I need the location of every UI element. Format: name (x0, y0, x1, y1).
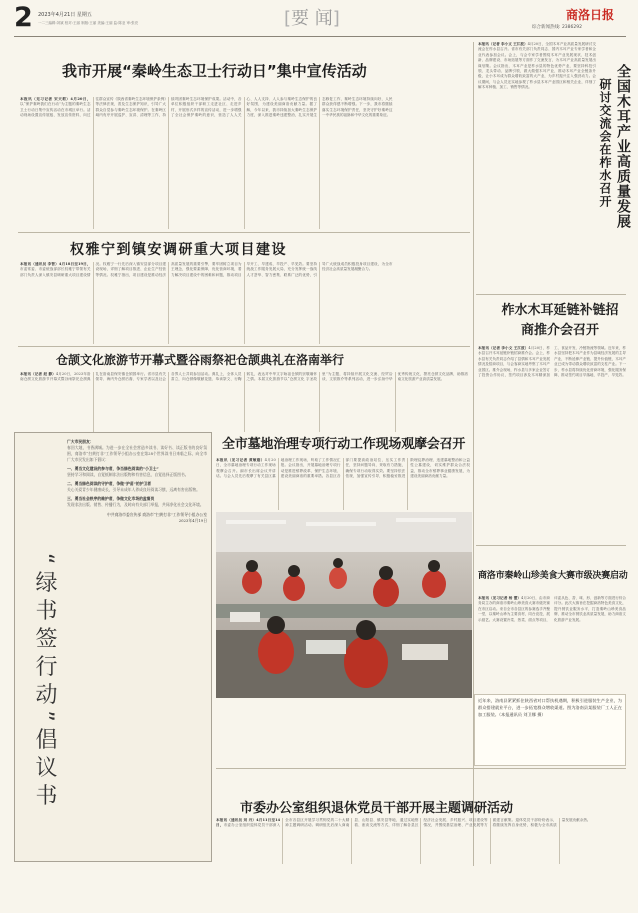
section-label: [要 闻] (284, 8, 340, 29)
divider (216, 768, 626, 769)
right-top-headline-2: 研讨交流会在柞水召开 (598, 78, 612, 208)
right-bottom-byline: 本报讯（见习记者 杨 蕾） (478, 596, 522, 600)
proposal-box (14, 432, 212, 862)
proposal-section-1-heading: 一、勇当文化建设的参与者，争当绿色阅读的“小卫士” (67, 466, 159, 471)
right-mid-headline: 柞水木耳延链补链招商推介会召开 (501, 303, 619, 338)
page-header (0, 0, 638, 38)
right-bottom-body (478, 596, 626, 690)
article-3-body-text: 4月20日，2023年洛南仓颉文化旅游节开幕式暨谷雨祭祀仓颉典礼在洛南县保安镇仓颉园举行。省市县有关领导、海内外仓颉后裔、专家学者以及社会各界人士共同参加活动。典礼上，全体人员肃立，向仓颉像敬献花篮、恭读祭文、行鞠躬礼，表达对中华文字始祖仓颉的崇敬缅怀之情。本届文化旅游节以“仓颉文化 字圣故里”为主题，将持续开展文化交流、经贸洽谈、文旅推介等系列活动，进一步弘扬中华优秀传统文化，擦亮仓颉文化品牌，助推洛南文化旅游产业高质量发展。 (20, 372, 468, 382)
right-bottom-headline: 商洛市秦岭山珍美食大赛市级决赛启动 (478, 571, 628, 581)
lead-article-text (20, 97, 468, 229)
right-bottom-body-text: 4月20日，由市商务局主办的商洛市秦岭山珍美食大赛市级决赛在市区启动。来自全市各县区的参赛选手齐聚一堂，以秦岭山珍为主要食材，同台竞技，展示厨艺。大赛设置冷菜、热菜、面点等项目，评委从色、香、味、形、创新等方面进行综合评分。此次大赛旨在挖掘商洛特色美食文化，提升餐饮业服务水平，打造秦岭山珍美食品牌，推动全市餐饮业高质量发展，助力商洛文化旅游产业发展。 (478, 596, 626, 622)
article-5-byline: 本报讯（通讯员 刘 丹）4月11日至14日， (216, 818, 281, 828)
lead-body: 以“保护秦岭我们在行动”为主题的秦岭生态卫士行动日集中宣传活动在市城区举行。活动现场设置宣传展板、发放宣传资料，向过往群众宣传《陕西省秦岭生态环境保护条例》等法律法规，普及生态保护知识，引导广大群众自觉参与秦岭生态环境保护。在秦岭区域内有序开展巡护、宣讲、清理等工作，持续巩固秦岭生态环境保护成果。活动中，各单位积极组织干部职工走进社区、走进乡村，开展形式多样的宣传活动，进一步增强了全社会保护秦岭的意识，营造了人人关心、人人支持、人人参与秦岭生态保护的良好氛围，为建设美丽商洛贡献力量。据了解，今年以来，我市持续加大秦岭生态保护力度，深入推进秦岭违建整治，扎实开展生态修复工作，秦岭生态环境持续向好，人民群众获得感不断增强。下一步，我市将继续落实生态环境保护责任，坚决守护好秦岭这一中华民族的祖脉和中华文化的重要象征。 (20, 97, 393, 118)
news-photo (216, 512, 472, 698)
section-name: 要 闻 (291, 8, 333, 29)
article-3-headline: 仓颉文化旅游节开幕式暨谷雨祭祀仓颉典礼在洛南举行 (56, 353, 345, 367)
right-mid-byline: 本报讯（记者 李小文 王江波） (478, 346, 529, 350)
right-top-body (478, 42, 596, 282)
article-5-headline: 市委办公室组织退休党员干部开展主题调研活动 (240, 801, 514, 816)
article-4-byline: 本报讯（见习记者 黄敏刚） (216, 458, 265, 462)
proposal-date: 2023年4月19日 (178, 518, 207, 523)
proposal-section-2-heading: 二、勇当绿色阅读的守护者，争做“护苗”的护卫者 (67, 481, 152, 486)
header-rule (14, 36, 626, 37)
article-2-body-text: 市委常委、市委统战部部长权雅宁带领有关部门负责人深入镇安县调研重大项目建设情况。权雅宁一行先后深入镇安县部分项目建设现场，详细了解项目推进、企业生产经营等情况。权雅宁指出，项目建设是推动经济高质量发展的重要引擎，要牢固树立项目为王理念，强化要素保障，优化营商环境，着力解决项目建设中的困难和问题，推动项目早开工、早建成、早投产、早见效。要坚持统战工作服务发展大局，充分发挥统一战线人才荟萃、智力密集、联系广泛的优势，引导广大统战成员积极投身项目建设，为全市经济社会高质量发展凝聚合力。 (20, 262, 393, 277)
garment-factory-photo (216, 512, 472, 698)
masthead-logo: 商洛日报 (566, 8, 615, 22)
article-5-body-text: 市委办公室组织退休党员干部深入全市各县区开展学习贯彻党的二十大精神主题调研活动。调研组先后深入商南县、山阳县、镇安县等地，通过实地察看、座谈交流等方式，详细了解各县区经济社会发展、乡村振兴、项目建设等情况，并围绕基层治理、产业发展等方面建言献策。退休党员干部纷纷表示，将继续发挥自身优势，积极为全市高质量发展贡献余热。 (223, 818, 591, 828)
article-4-body-text: 4月20日，全市墓地治理专项行动工作现场观摩会召开。副市长出席会议并讲话。与会人员先后观摩了有关县区墓地治理工作现场，听取了工作情况汇报。会议指出，开展墓地治理专项行动是推进殡葬改革、保护生态环境、建设美丽商洛的重要举措。各县区各部门要提高政治站位，压实工作责任，坚持问题导向，采取有力措施，确保专项行动取得实效。要坚持依法依规，加强宣传引导，积极稳妥推进散埋乱葬治理、违建墓地整治和公益性公墓建设，切实维护群众合法权益，推动全市殡葬事业健康发展，为建设美丽商洛贡献力量。 (216, 458, 470, 479)
lead-article-body (20, 97, 468, 229)
right-top-byline: 本报讯（记者 李小文 王江波） (478, 42, 528, 46)
right-top-body-text: 4月20日，全国木耳产业高质量发展研讨交流会在柞水县召开。省市有关部门负责同志、国内木耳产业专家学者和企业代表参加会议。会上，与会专家学者围绕木耳产业发展现状、技术创新、品牌建设、市场拓展等方面作了交流发言，为木耳产业高质量发展出谋划策。会议指出，木耳产业是柞水县的特色优势产业，要坚持科技引领、龙头带动、品牌引领，做大做强木耳产业，推动木耳产业全链条升级，让小木耳成为群众增收致富的大产业，为乡村振兴注入强劲动力。会议期间，与会人员还实地参观了柞水县木耳产业园区和相关企业，详细了解木耳种植、加工、销售等情况。 (478, 42, 596, 90)
right-bottom-text (478, 596, 626, 690)
article-4-text (216, 458, 470, 510)
proposal-section-2-text: 关心关爱青少年健康成长，引导未成年人养成良好阅读习惯，远离有害出版物。 (67, 487, 200, 492)
page-number: 2 (14, 2, 33, 33)
article-4-body (216, 458, 470, 510)
divider (18, 232, 470, 233)
right-top-text (478, 42, 596, 282)
lead-headline: 我市开展“秦岭生态卫士行动日”集中宣传活动 (62, 62, 367, 80)
proposal-text (67, 439, 207, 524)
article-4-headline: 全市墓地治理专项行动工作现场观摩会召开 (222, 437, 466, 452)
article-2-headline: 权雅宁到镇安调研重大项目建设 (70, 242, 287, 258)
article-2-byline: 本报讯（通讯员 李智）4月18日至19日， (20, 262, 91, 266)
article-2-body (20, 262, 468, 344)
proposal-intro: 春回大地，书香满城。为进一步在全社会营造多读书、读好书、读正版书的良好氛围，商洛市“扫黄打非”工作领导小组办公室在第28个世界读书日来临之际，向全市广大市民发出如下倡议： (67, 445, 207, 462)
right-top-headline-1: 全国木耳产业高质量发展 (615, 64, 631, 229)
proposal-signature: 中共商洛市委宣传部 商洛市“扫黄打非”工作领导小组办公室 (106, 512, 207, 517)
article-3-text (20, 372, 468, 432)
right-mid-body (478, 346, 626, 542)
news-hotline: 综合新闻热线: 2386292 (532, 25, 582, 30)
proposal-section-1-text: 坚持学习和阅读，自觉抵制非法出版物和有害信息，自觉选择正版图书。 (67, 472, 189, 477)
divider (18, 346, 470, 347)
article-3-body (20, 372, 468, 432)
article-2-text (20, 262, 468, 344)
divider (476, 545, 626, 546)
right-mid-text (478, 346, 626, 542)
photo-caption-box (474, 694, 626, 766)
photo-caption: 近年来，洛南县紧紧抓住陕西省对口帮扶机遇期，积极引进服装生产企业，为群众搭建就业平台，进一步拓宽群众增收渠道。图为洛南县某服装厂工人正在加工服装。（本报通讯员 刘卫娜 摄） (478, 698, 622, 717)
lead-byline: 本报讯（见习记者 宋天莉）4月20日， (20, 97, 91, 101)
proposal-salutation: 广大市民朋友： (67, 439, 94, 444)
proposal-content (67, 439, 207, 857)
article-5-body (216, 818, 626, 864)
article-3-byline: 本报讯（记者 赵 静） (20, 372, 56, 376)
right-mid-body-text: 4月20日，柞水县召开木耳延链补链招商推介会。会上，柞水县有关负责同志介绍了县情和木耳产业发展情况及招商项目，与会客商实地考察了木耳产业园区。推介会现场，柞水县与多家企业签订了投资合作协议，签约项目涉及木耳精深加工、食品开发、冷链物流等领域。近年来，柞水县坚持把木耳产业作为县域经济发展的主导产业，不断延伸产业链、提升价值链，木耳产业已成为带动群众增收致富的支柱产业。下一步，柞水县将持续优化营商环境，强化服务保障，推动签约项目早落地、早投产、早见效。 (478, 346, 626, 378)
article-5-text (216, 818, 626, 864)
divider (476, 294, 626, 295)
proposal-title: “绿书签行动”倡议书 (32, 553, 57, 812)
proposal-section-3-text: 发现非法出版、销售、传播行为，及时向有关部门举报，共同净化社会文化环境。 (67, 502, 204, 507)
editors-line: 一二三编辑:刘斌 校对:王丽 制版:王丽 美编:王丽 监:陈亚 审:张亮 (38, 21, 139, 25)
issue-date: 2023年4月21日 星期五 (38, 12, 92, 18)
proposal-section-3-heading: 三、勇当社会秩序的维护者，争做文化市场的监督员 (67, 496, 155, 501)
